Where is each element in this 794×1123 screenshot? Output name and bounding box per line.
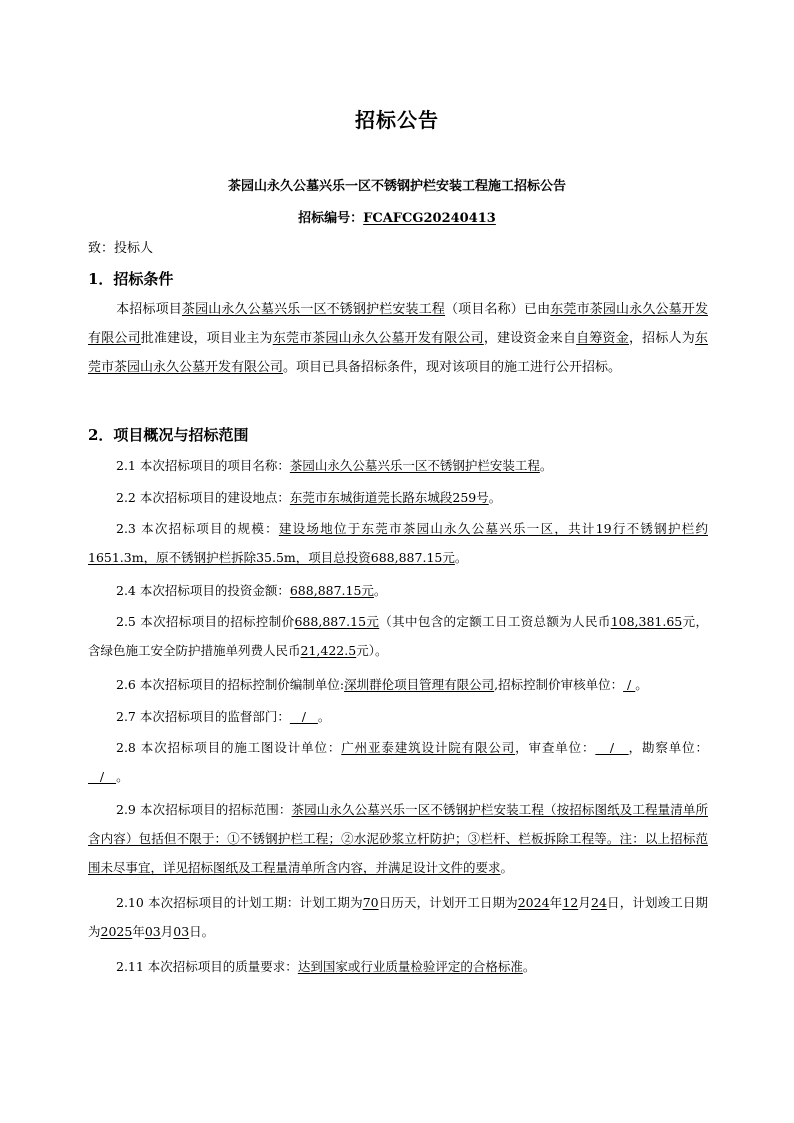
item-2-3: 2.3 本次招标项目的规模：建设场地位于东莞市茶园山永久公墓兴乐一区，共计19行不锈钢护栏约1651.3m，原不锈钢护栏拆除35.5m，项目总投资688,887.15元。	[88, 521, 708, 565]
tender-code-value: FCAFCG20240413	[363, 211, 496, 226]
item-2-1: 2.1 本次招标项目的项目名称：茶园山永久公墓兴乐一区不锈钢护栏安装工程。	[116, 458, 553, 473]
item-2-10: 2.10 本次招标项目的计划工期：计划工期为70日历天，计划开工日期为2024年12月24日，计划竣工日期为2025年03月03日。	[88, 895, 708, 939]
item-2-6: 2.6 本次招标项目的招标控制价编制单位:深圳群伦项目管理有限公司,招标控制价审核单位： / 。	[116, 677, 648, 692]
section-1-heading: 1．招标条件	[88, 270, 174, 288]
item-2-9: 2.9 本次招标项目的招标范围：茶园山永久公墓兴乐一区不锈钢护栏安装工程（按招标图纸及工程量清单所含内容）包括但不限于：①不锈钢护栏工程；②水泥砂浆立杆防护；③栏杆、栏板拆除工程等。注：以上招标范围未尽事宜，详见招标图纸及工程量清单所含内容，并满足设计文件的要求。	[88, 802, 708, 875]
section-1-paragraph: 本招标项目茶园山永久公墓兴乐一区不锈钢护栏安装工程（项目名称）已由东莞市茶园山永久公墓开发有限公司批准建设，项目业主为东莞市茶园山永久公墓开发有限公司，建设资金来自自筹资金，招标人为东莞市茶园山永久公墓开发有限公司。项目已具备招标条件，现对该项目的施工进行公开招标。	[88, 302, 708, 375]
addressee: 致：投标人	[88, 241, 154, 256]
item-2-11: 2.11 本次招标项目的质量要求：达到国家或行业质量检验评定的合格标准。	[116, 959, 536, 974]
item-2-5: 2.5 本次招标项目的招标控制价688,887.15元（其中包含的定额工日工资总额为人民币108,381.65元，含绿色施工安全防护措施单列费人民币21,422.5元）。	[88, 614, 708, 658]
item-2-8: 2.8 本次招标项目的施工图设计单位：广州亚泰建筑设计院有限公司，审查单位： / ，勘察单位： / 。	[88, 740, 708, 784]
announcement-subtitle: 茶园山永久公墓兴乐一区不锈钢护栏安装工程施工招标公告	[227, 179, 566, 194]
document-title: 招标公告	[355, 108, 439, 132]
item-2-7: 2.7 本次招标项目的监督部门： / 。	[116, 709, 331, 724]
section-2-heading: 2．项目概况与招标范围	[88, 426, 249, 444]
item-2-4: 2.4 本次招标项目的投资金额：688,887.15元。	[116, 583, 387, 598]
tender-code	[0, 207, 794, 226]
item-2-2: 2.2 本次招标项目的建设地点：东莞市东城街道莞长路东城段259号。	[116, 490, 502, 505]
tender-code-label: 招标编号：	[298, 211, 364, 226]
